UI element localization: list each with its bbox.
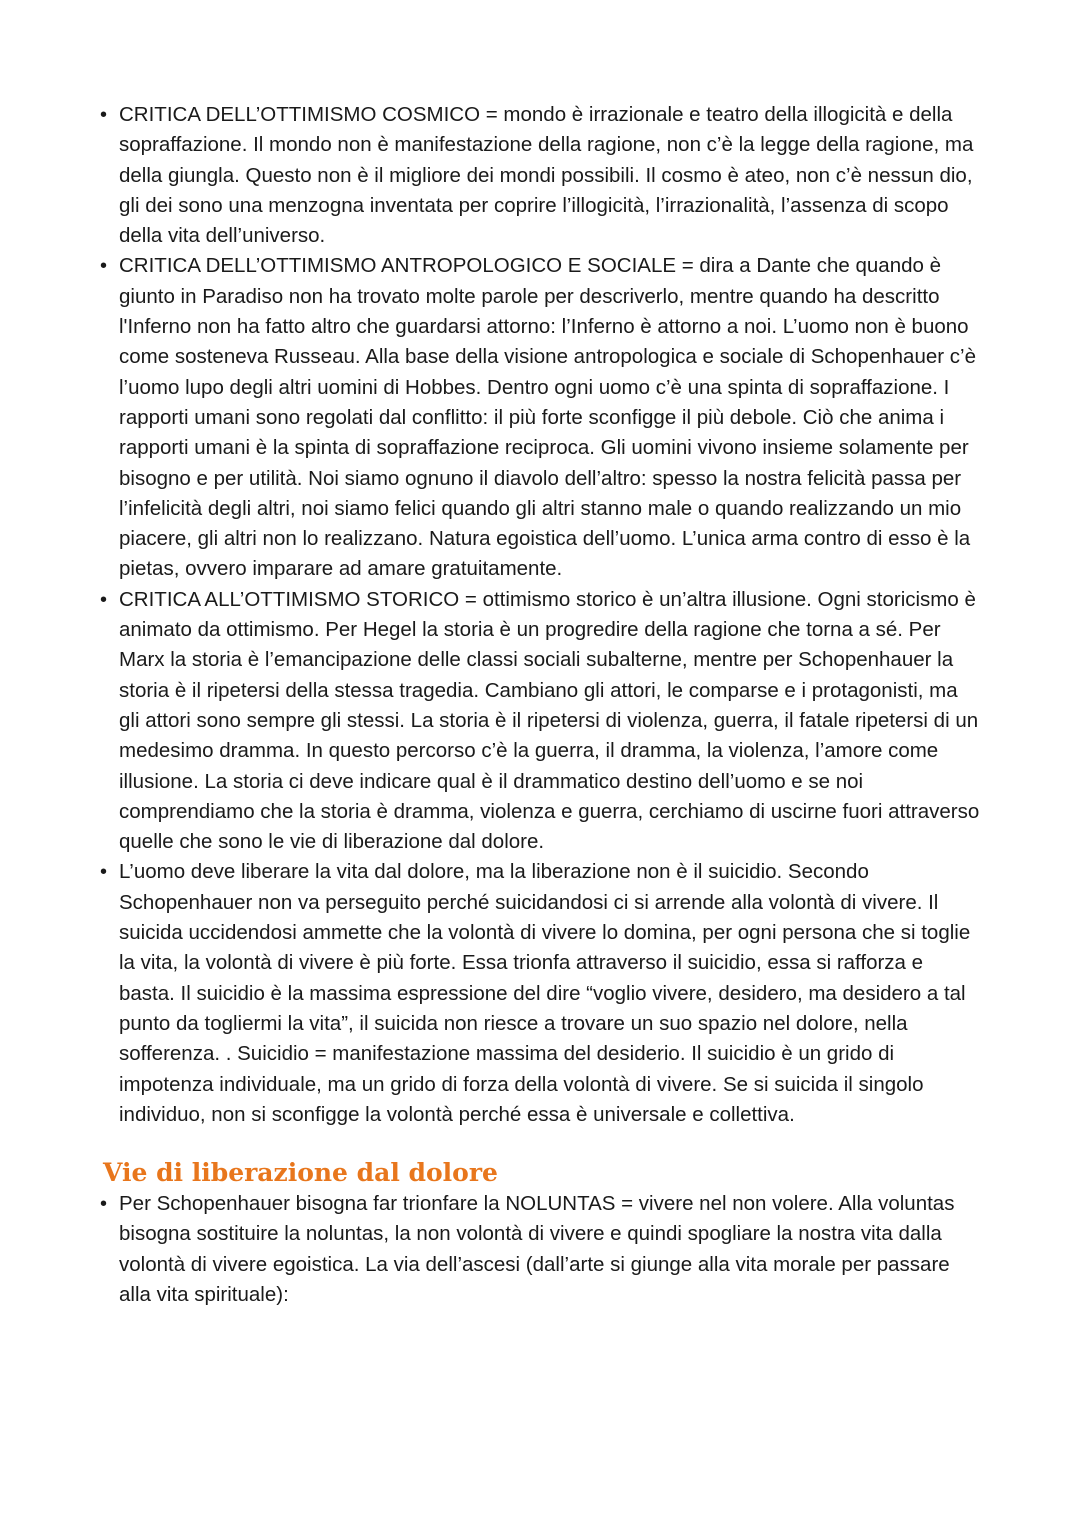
bullet-icon: • [100, 1193, 108, 1216]
list-item-text: CRITICA DELL’OTTIMISMO COSMICO = mondo è irrazionale e teatro della illogicità e della sopraffazione. Il mondo non è manifestazione della ragione, non c’è la legge della ragione, ma della giungla. Questo non è il migliore dei mondi possibili. Il cosmo è ateo, non c’è nessun dio, gli dei sono una menzogna inventata per coprire l’illogicità, l’irrazionalità, l’assenza di scopo della vita dell’universo. [119, 103, 974, 248]
liberation-list [0, 1189, 1080, 1310]
list-item-text: Per Schopenhauer bisogna far trionfare la NOLUNTAS = vivere nel non volere. Alla voluntas bisogna sostituire la noluntas, la non volontà di vivere e quindi spogliare la nostra vita dalla volontà di vivere egoistica. La via dell’ascesi (dall’arte si giunge alla vita morale per passare alla vita spirituale): [119, 1192, 955, 1306]
document-page [0, 100, 1080, 1310]
bullet-icon: • [100, 861, 108, 884]
list-item [0, 251, 1080, 584]
critique-list [0, 100, 1080, 1130]
list-item-text: L’uomo deve liberare la vita dal dolore, ma la liberazione non è il suicidio. Secondo Schopenhauer non va perseguito perché suicidandosi ci si arrende alla volontà di vivere. Il suicida uccidendosi ammette che la volontà di vivere lo domina, per ogni persona che si toglie la vita, la volontà di vivere è più forte. Essa trionfa attraverso il suicidio, essa si rafforza e basta. Il suicidio è la massima espressione del dire “voglio vivere, desidero, ma desidero a tal punto da togliermi la vita”, il suicida non riesce a trovare un suo spazio nel dolore, nella sofferenza. . Suicidio = manifestazione massima del desiderio. Il suicidio è un grido di impotenza individuale, ma un grido di forza della volontà di vivere. Se si suicida il singolo individuo, non si sconfigge la volontà perché essa è universale e collettiva. [119, 860, 971, 1126]
bullet-icon: • [100, 588, 108, 611]
list-item [0, 585, 1080, 858]
list-item [0, 100, 1080, 251]
list-item-text: CRITICA ALL’OTTIMISMO STORICO = ottimismo storico è un’altra illusione. Ogni storicismo è animato da ottimismo. Per Hegel la storia è un progredire della ragione che torna a sé. Per Marx la storia è l’emancipazione delle classi sociali subalterne, mentre per Schopenhauer la storia è il ripetersi della stessa tragedia. Cambiano gli attori, le comparse e i protagonisti, ma gli attori sono sempre gli stessi. La storia è il ripetersi di violenza, guerra, il fatale ripetersi di un medesimo dramma. In questo percorso c’è la guerra, il dramma, la violenza, l’amore come illusione. La storia ci deve indicare qual è il drammatico destino dell’uomo e se noi comprendiamo che la storia è dramma, violenza e guerra, cerchiamo di uscirne fuori attraverso quelle che sono le vie di liberazione dal dolore. [119, 587, 980, 854]
bullet-icon: • [100, 255, 108, 278]
list-item [0, 1189, 1080, 1310]
list-item [0, 857, 1080, 1130]
section-heading: Vie di liberazione dal dolore [103, 1158, 498, 1188]
bullet-icon: • [100, 104, 108, 126]
list-item-text: CRITICA DELL’OTTIMISMO ANTROPOLOGICO E SOCIALE = dira a Dante che quando è giunto in Paradiso non ha trovato molte parole per descriverlo, mentre quando ha descritto l'Inferno non ha fatto altro che guardarsi attorno: l’Inferno è attorno a noi. L’uomo non è buono come sosteneva Russeau. Alla base della visione antropologica e sociale di Schopenhauer c’è l’uomo lupo degli altri uomini di Hobbes. Dentro ogni uomo c’è una spinta di sopraffazione. I rapporti umani sono regolati dal conflitto: il più forte sconfigge il più debole. Ciò che anima i rapporti umani è la spinta di sopraffazione reciproca. Gli uomini vivono insieme solamente per bisogno e per utilità. Noi siamo ognuno il diavolo dell’altro: spesso la nostra felicità passa per l’infelicità degli altri, noi siamo felici quando gli altri stanno male o quando realizzando un mio piacere, gli altri non lo realizzano. Natura egoistica dell’uomo. L’unica arma contro di esso è la pietas, ovvero imparare ad amare gratuitamente. [119, 254, 976, 581]
